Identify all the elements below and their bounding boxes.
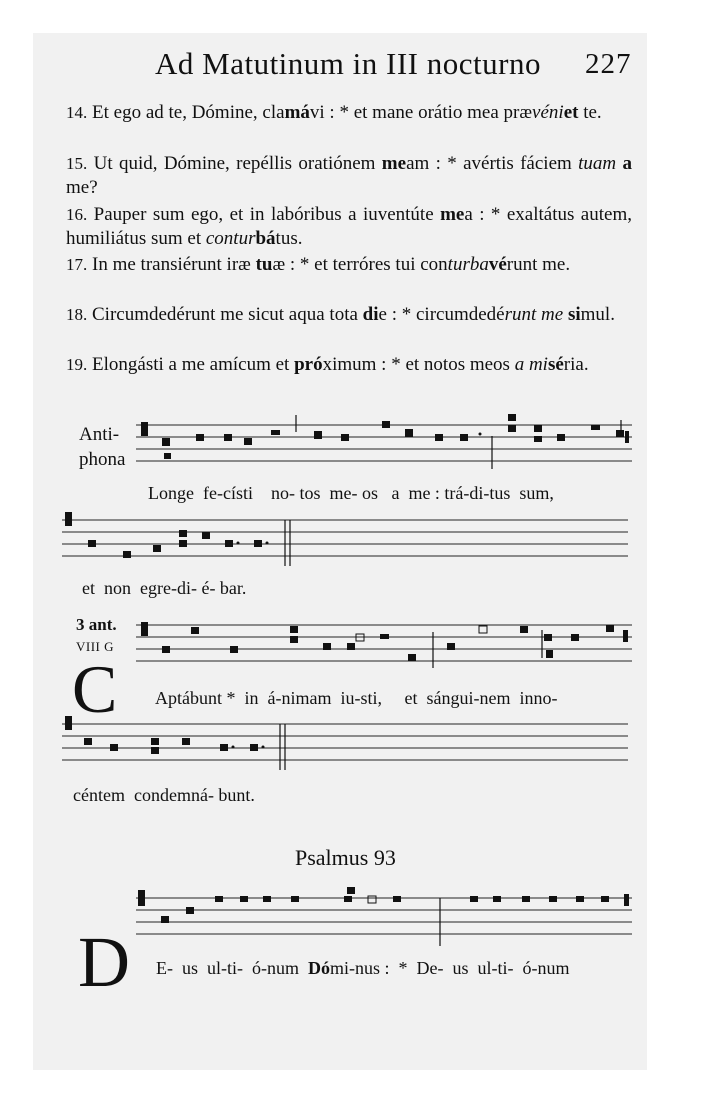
antiphon-number-label: 3 ant. (76, 615, 117, 634)
do-clef-icon (138, 890, 145, 906)
verse-number: 18. (66, 305, 88, 324)
verse-18: 18. Circumdedérunt me sicut aqua tota die : * circumdedérunt me simul. (66, 304, 615, 325)
verse-number: 15. (66, 154, 88, 173)
verse-15: 15. Ut quid, Dómine, repéllis oratiónem meam : * avértis fáciem tuam a me? (66, 153, 632, 198)
antiphon3-lyrics-1: Aptábunt * in á-nimam iu-sti, et sángui-nem inno- (155, 688, 558, 708)
antiphon-mode-label: VIII G (76, 639, 115, 654)
psalm-lyrics: E- us ul-ti- ó-num Dómi-nus : * De- us ul-ti- ó-num (156, 958, 570, 978)
do-clef-icon (65, 512, 72, 526)
verse-number: 19. (66, 355, 88, 374)
verse-19: 19. Elongásti a me amícum et próximum : * et notos meos a miséria. (66, 354, 589, 375)
drop-cap-c: C (72, 651, 118, 727)
chant-staff-1 (136, 412, 634, 472)
verse-17: 17. In me transiérunt iræ tuæ : * et terróres tui conturbavérunt me. (66, 254, 571, 275)
antiphona-label-2: phona (79, 449, 126, 470)
antiphona-lyrics-1: Longe fe-císti no- tos me- os a me : trá-di-tus sum, (148, 483, 554, 503)
chant-staff-2 (62, 508, 630, 570)
psalm-title: Psalmus 93 (295, 845, 396, 870)
chant-staff-3 (136, 612, 634, 672)
do-clef-icon (141, 422, 148, 436)
antiphona-label-1: Anti- (79, 424, 120, 445)
do-clef-icon (141, 622, 148, 636)
do-clef-icon (65, 716, 72, 730)
verse-number: 16. (66, 205, 88, 224)
antiphona-lyrics-2: et non egre-di- é- bar. (82, 578, 247, 598)
antiphon3-lyrics-2: céntem condemná- bunt. (73, 785, 255, 805)
page-header-title: Ad Matutinum in III nocturno (155, 46, 541, 81)
chant-staff-5 (136, 880, 634, 950)
verse-14: 14. Et ego ad te, Dómine, clamávi : * et mane orátio mea prævéniet te. (66, 102, 602, 123)
page-number: 227 (585, 48, 632, 80)
chant-staff-4 (62, 712, 630, 774)
verse-number: 14. (66, 103, 88, 122)
drop-cap-d: D (78, 922, 130, 1002)
verse-16: 16. Pauper sum ego, et in labóribus a iuventúte mea : * exaltátus autem, humiliátus sum et conturbátus. (66, 204, 632, 249)
verse-number: 17. (66, 255, 88, 274)
